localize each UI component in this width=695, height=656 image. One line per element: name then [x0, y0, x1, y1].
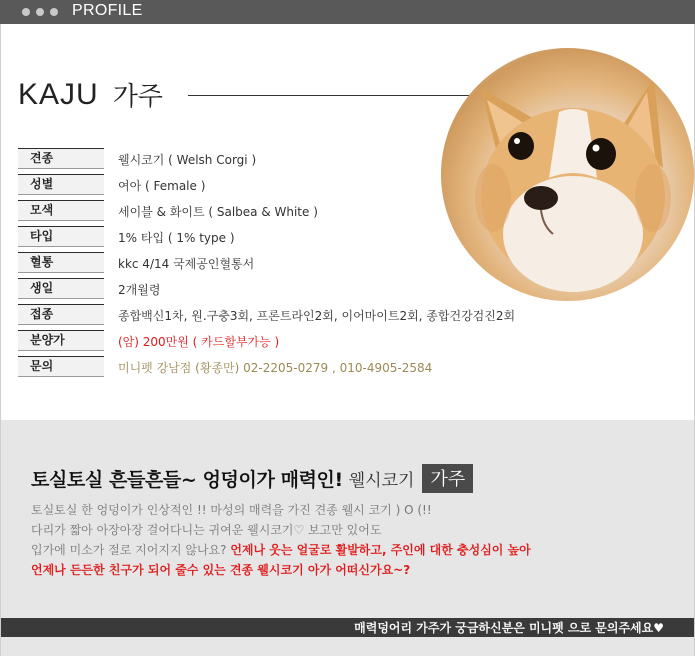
info-value: 1% 타입 ( 1% type ) — [118, 231, 235, 245]
info-row-birthday — [18, 276, 438, 302]
info-row-contact — [18, 354, 438, 380]
info-label: 타입 — [18, 226, 104, 247]
header-dots — [22, 8, 58, 16]
info-label: 분양가 — [18, 330, 104, 351]
name-divider — [188, 95, 473, 96]
pet-name-korean: 가주 — [112, 82, 163, 112]
info-label: 성별 — [18, 174, 104, 195]
info-row-pedigree — [18, 250, 438, 276]
pet-name — [18, 76, 163, 113]
info-value-price: (암) 200만원 ( 카드할부가능 ) — [118, 335, 280, 349]
promo-line: 다리가 짧아 아장아장 걸어다니는 귀여운 웰시코기♡ 보고만 있어도 — [31, 523, 382, 537]
promo-line-highlight: 언제나 든든한 친구가 되어 줄수 있는 견종 웰시코기 아가 어떠신가요~? — [31, 563, 411, 577]
promo-line: 토실토실 한 엉덩이가 인상적인 !! 마성의 매력을 가진 견종 웰시 코기 ) O (!! — [31, 503, 432, 517]
info-value: 종합백신1차, 원.구충3회, 프론트라인2회, 이어마이트2회, 종합건강검진2회 — [118, 309, 516, 323]
promo-headline-breed: 웰시코기 — [348, 471, 415, 491]
dot-icon — [22, 8, 30, 16]
info-row-color — [18, 198, 438, 224]
info-row-type — [18, 224, 438, 250]
contact-banner-text: 매력덩어리 가주가 궁금하신분은 미니펫 으로 문의주세요♥ — [354, 621, 664, 635]
profile-info-table — [18, 146, 516, 380]
info-value: kkc 4/14 국제공인혈통서 — [118, 257, 255, 271]
profile-header-title: PROFILE — [72, 2, 143, 19]
promo-line-plain: 입가에 미소가 절로 지어지지 않나요? — [31, 543, 227, 557]
promo-headline — [31, 464, 473, 493]
info-row-price — [18, 328, 438, 354]
dot-icon — [50, 8, 58, 16]
promo-line — [31, 540, 671, 560]
info-label: 문의 — [18, 356, 104, 377]
info-label: 혈통 — [18, 252, 104, 273]
profile-header-bar — [0, 0, 695, 24]
promo-panel — [1, 420, 694, 656]
info-value-contact: 미니펫 강남점 (황종만) 02-2205-0279 , 010-4905-2584 — [118, 361, 433, 375]
info-value: 2개월령 — [118, 283, 161, 297]
promo-name-badge: 가주 — [422, 464, 473, 493]
info-label: 접종 — [18, 304, 104, 325]
info-value: 세이블 & 화이트 ( Salbea & White ) — [118, 205, 318, 219]
pet-name-english: KAJU — [18, 77, 99, 111]
info-label: 생일 — [18, 278, 104, 299]
corgi-puppy-illustration — [441, 48, 694, 301]
promo-line-highlight: 언제나 웃는 얼굴로 활발하고, 주인에 대한 충성심이 높아 — [230, 543, 531, 557]
info-value: 여아 ( Female ) — [118, 179, 206, 193]
info-label: 견종 — [18, 148, 104, 169]
info-row-sex — [18, 172, 438, 198]
contact-banner — [1, 618, 694, 637]
info-row-vaccination — [18, 302, 516, 328]
info-label: 모색 — [18, 200, 104, 221]
info-value: 웰시코기 ( Welsh Corgi ) — [118, 153, 257, 167]
pet-photo — [441, 48, 694, 301]
promo-headline-strong: 토실토실 흔들흔들~ 엉덩이가 매력인! — [31, 469, 343, 491]
info-row-breed — [18, 146, 438, 172]
dot-icon — [36, 8, 44, 16]
promo-description — [31, 500, 671, 580]
